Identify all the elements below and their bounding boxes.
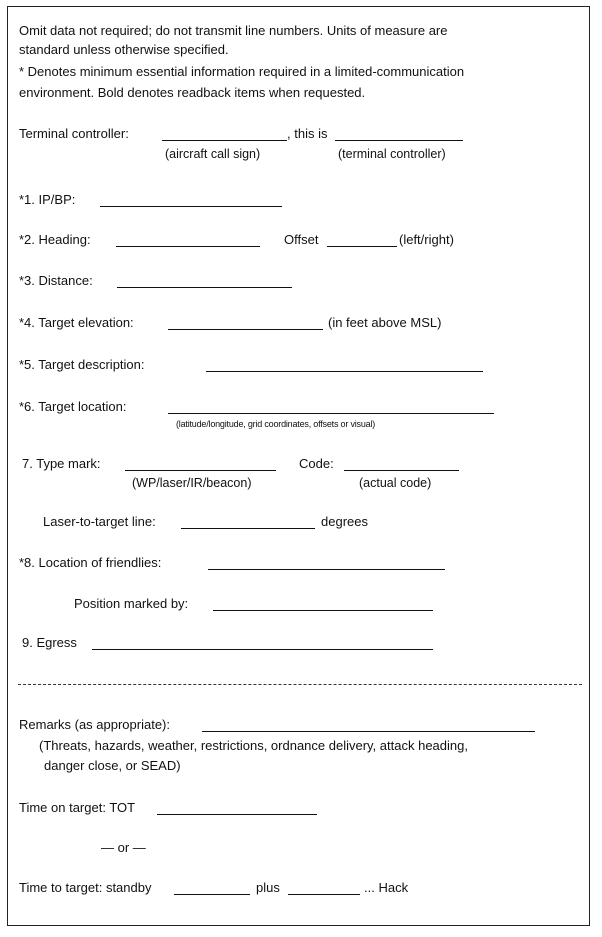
laser-to-target-label: Laser-to-target line: (43, 514, 156, 529)
egress-field[interactable] (92, 649, 433, 650)
target-location-field[interactable] (168, 413, 494, 414)
time-to-target-label: Time to target: standby (19, 880, 152, 895)
target-elevation-hint: (in feet above MSL) (328, 315, 442, 330)
intro-line-2: standard unless otherwise specified. (19, 42, 229, 57)
intro-line-4: environment. Bold denotes readback items when requested. (19, 85, 366, 100)
heading-label: *2. Heading: (19, 232, 91, 247)
this-is-label: , this is (287, 126, 328, 141)
position-marked-label: Position marked by: (74, 596, 189, 611)
target-location-hint: (latitude/longitude, grid coordinates, offsets or visual) (176, 419, 376, 429)
target-description-field[interactable] (206, 371, 483, 372)
ip-bp-field[interactable] (100, 206, 282, 207)
code-label: Code: (299, 456, 334, 471)
remarks-field[interactable] (202, 731, 535, 732)
type-mark-hint: (WP/laser/IR/beacon) (132, 476, 252, 490)
remarks-hint-1: (Threats, hazards, weather, restrictions, ordnance delivery, attack heading, (39, 738, 468, 753)
terminal-controller-field[interactable] (335, 140, 463, 141)
terminal-controller-label: Terminal controller: (19, 126, 129, 141)
remarks-label: Remarks (as appropriate): (19, 717, 170, 732)
type-mark-field[interactable] (125, 470, 276, 471)
terminal-controller-hint: (terminal controller) (338, 147, 446, 161)
intro-line-1: Omit data not required; do not transmit line numbers. Units of measure are (19, 23, 448, 38)
remarks-hint-2: danger close, or SEAD) (44, 758, 181, 773)
aircraft-callsign-field[interactable] (162, 140, 287, 141)
hack-label: ... Hack (364, 880, 409, 895)
type-mark-label: 7. Type mark: (22, 456, 101, 471)
friendlies-field[interactable] (208, 569, 445, 570)
offset-hint: (left/right) (399, 232, 454, 247)
position-marked-field[interactable] (213, 610, 433, 611)
tot-field[interactable] (157, 814, 317, 815)
code-field[interactable] (344, 470, 459, 471)
degrees-label: degrees (321, 514, 368, 529)
friendlies-label: *8. Location of friendlies: (19, 555, 162, 570)
time-on-target-label: Time on target: TOT (19, 800, 136, 815)
ip-bp-label: *1. IP/BP: (19, 192, 76, 207)
egress-label: 9. Egress (22, 635, 77, 650)
target-location-label: *6. Target location: (19, 399, 127, 414)
target-elevation-field[interactable] (168, 329, 323, 330)
section-divider (18, 684, 582, 685)
code-hint: (actual code) (359, 476, 432, 490)
laser-to-target-field[interactable] (181, 528, 315, 529)
distance-field[interactable] (117, 287, 292, 288)
plus-field[interactable] (288, 894, 360, 895)
target-description-label: *5. Target description: (19, 357, 145, 372)
standby-field[interactable] (174, 894, 250, 895)
offset-field[interactable] (327, 246, 397, 247)
aircraft-callsign-hint: (aircraft call sign) (165, 147, 261, 161)
intro-line-3: * Denotes minimum essential information required in a limited-communication (19, 64, 465, 79)
plus-label: plus (256, 880, 280, 895)
distance-label: *3. Distance: (19, 273, 93, 288)
heading-field[interactable] (116, 246, 260, 247)
target-elevation-label: *4. Target elevation: (19, 315, 134, 330)
offset-label: Offset (284, 232, 319, 247)
or-separator: — or — (101, 840, 146, 855)
